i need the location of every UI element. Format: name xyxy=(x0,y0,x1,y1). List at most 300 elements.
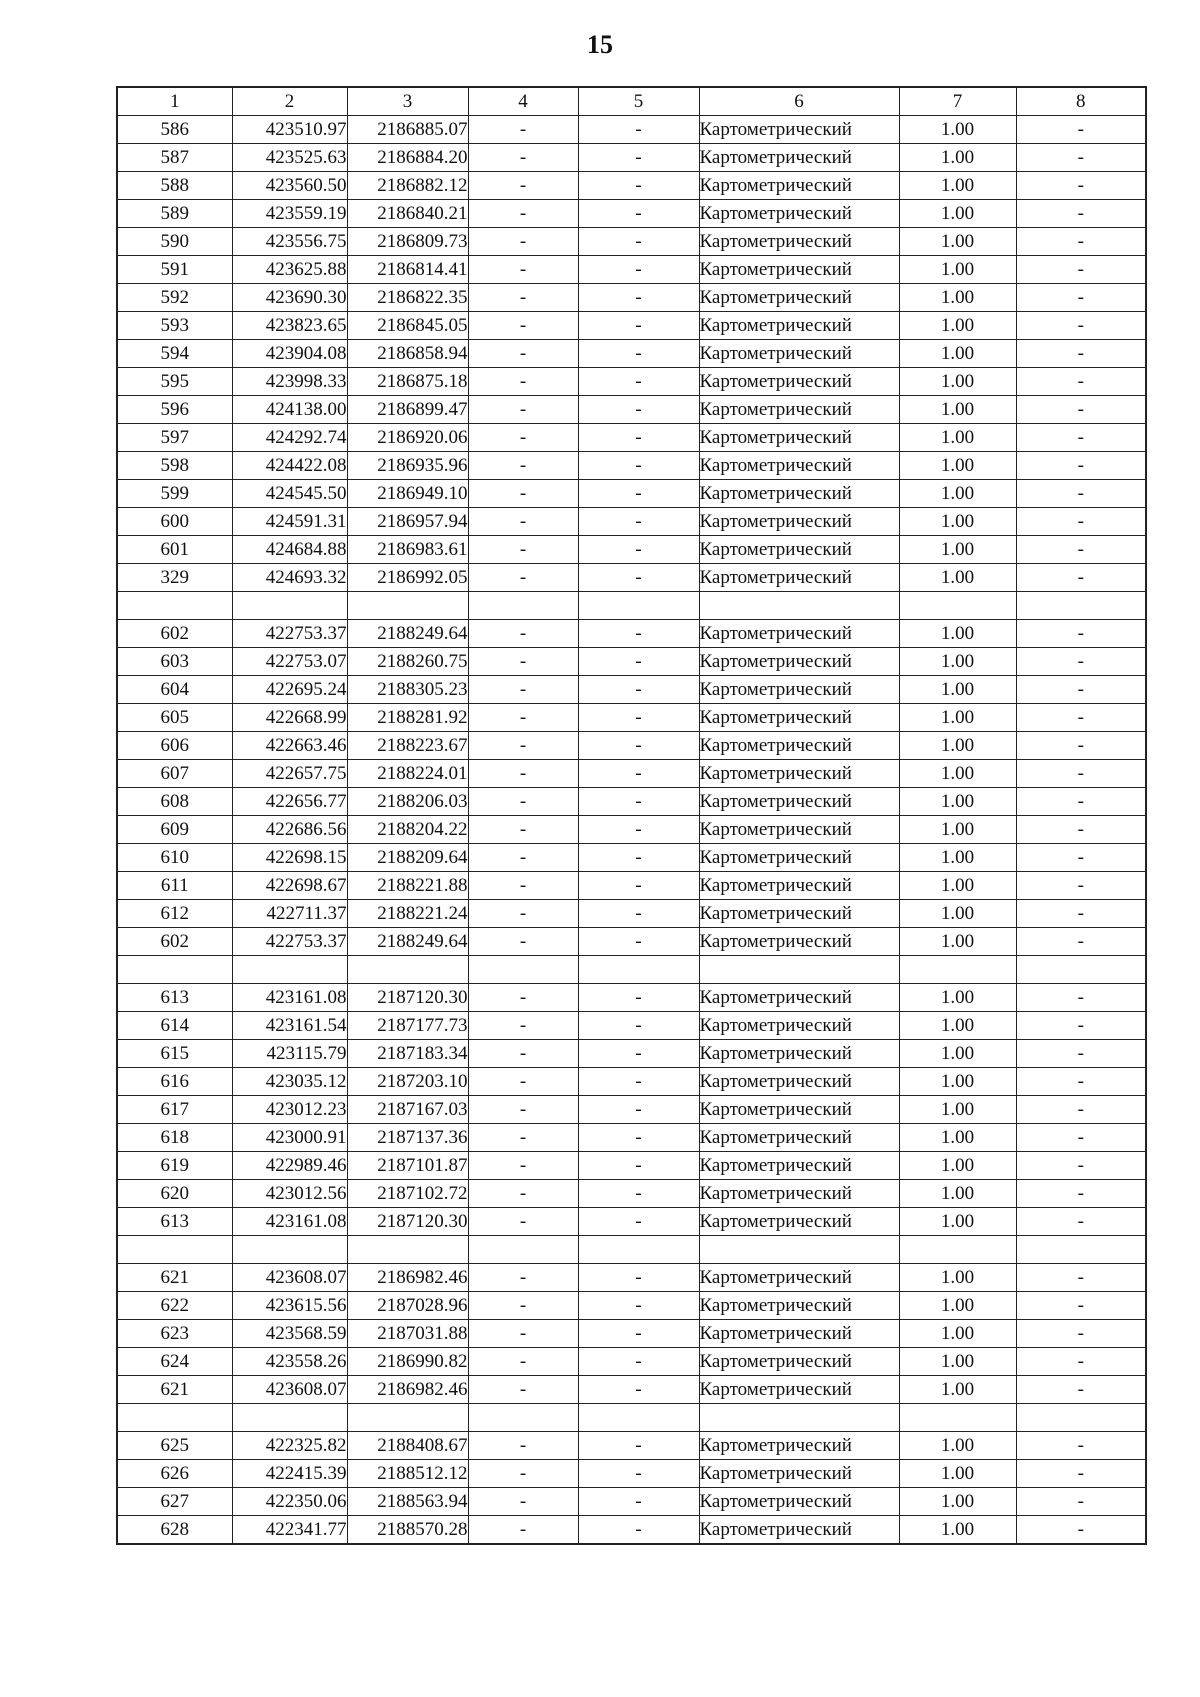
empty-cell xyxy=(347,956,468,984)
point-number: 627 xyxy=(117,1488,232,1516)
accuracy: 1.00 xyxy=(899,480,1016,508)
point-number: 592 xyxy=(117,284,232,312)
coordinate-y: 2187120.30 xyxy=(347,984,468,1012)
point-number: 590 xyxy=(117,228,232,256)
method: Картометрический xyxy=(699,1432,899,1460)
coordinate-x: 423115.79 xyxy=(232,1040,347,1068)
col-8-value: - xyxy=(1016,508,1146,536)
col-5-value: - xyxy=(578,704,699,732)
column-header: 7 xyxy=(899,87,1016,116)
point-number: 624 xyxy=(117,1348,232,1376)
col-8-value: - xyxy=(1016,1040,1146,1068)
coordinate-y: 2188570.28 xyxy=(347,1516,468,1545)
coordinate-y: 2188563.94 xyxy=(347,1488,468,1516)
table-separator-row xyxy=(117,592,1146,620)
col-4-value: - xyxy=(468,1012,578,1040)
col-4-value: - xyxy=(468,676,578,704)
col-4-value: - xyxy=(468,844,578,872)
col-4-value: - xyxy=(468,424,578,452)
col-5-value: - xyxy=(578,200,699,228)
table-row xyxy=(117,452,1146,480)
point-number: 615 xyxy=(117,1040,232,1068)
method: Картометрический xyxy=(699,1124,899,1152)
col-5-value: - xyxy=(578,1152,699,1180)
col-4-value: - xyxy=(468,1292,578,1320)
column-header: 5 xyxy=(578,87,699,116)
coordinate-x: 423012.23 xyxy=(232,1096,347,1124)
point-number: 594 xyxy=(117,340,232,368)
empty-cell xyxy=(699,592,899,620)
coordinate-y: 2187137.36 xyxy=(347,1124,468,1152)
accuracy: 1.00 xyxy=(899,508,1016,536)
method: Картометрический xyxy=(699,676,899,704)
col-5-value: - xyxy=(578,872,699,900)
method: Картометрический xyxy=(699,508,899,536)
col-8-value: - xyxy=(1016,1376,1146,1404)
empty-cell xyxy=(468,1404,578,1432)
col-5-value: - xyxy=(578,844,699,872)
accuracy: 1.00 xyxy=(899,1096,1016,1124)
col-4-value: - xyxy=(468,1264,578,1292)
coordinate-y: 2186845.05 xyxy=(347,312,468,340)
col-8-value: - xyxy=(1016,872,1146,900)
col-4-value: - xyxy=(468,1180,578,1208)
coordinate-y: 2188223.67 xyxy=(347,732,468,760)
accuracy: 1.00 xyxy=(899,1516,1016,1545)
method: Картометрический xyxy=(699,620,899,648)
col-5-value: - xyxy=(578,564,699,592)
table-row xyxy=(117,900,1146,928)
coordinate-y: 2187031.88 xyxy=(347,1320,468,1348)
col-5-value: - xyxy=(578,760,699,788)
coordinate-x: 423690.30 xyxy=(232,284,347,312)
coordinate-x: 422686.56 xyxy=(232,816,347,844)
accuracy: 1.00 xyxy=(899,816,1016,844)
accuracy: 1.00 xyxy=(899,620,1016,648)
accuracy: 1.00 xyxy=(899,648,1016,676)
accuracy: 1.00 xyxy=(899,1152,1016,1180)
method: Картометрический xyxy=(699,172,899,200)
accuracy: 1.00 xyxy=(899,1264,1016,1292)
method: Картометрический xyxy=(699,1460,899,1488)
point-number: 600 xyxy=(117,508,232,536)
table-row xyxy=(117,788,1146,816)
col-4-value: - xyxy=(468,508,578,536)
table-row xyxy=(117,1152,1146,1180)
empty-cell xyxy=(232,592,347,620)
col-5-value: - xyxy=(578,1320,699,1348)
col-5-value: - xyxy=(578,256,699,284)
coordinate-y: 2188206.03 xyxy=(347,788,468,816)
coordinate-x: 423161.54 xyxy=(232,1012,347,1040)
table-row xyxy=(117,676,1146,704)
coordinate-x: 423608.07 xyxy=(232,1264,347,1292)
coordinate-x: 423510.97 xyxy=(232,116,347,144)
coordinate-y: 2187120.30 xyxy=(347,1208,468,1236)
col-5-value: - xyxy=(578,312,699,340)
col-5-value: - xyxy=(578,1516,699,1545)
col-8-value: - xyxy=(1016,228,1146,256)
coordinate-x: 424591.31 xyxy=(232,508,347,536)
coordinate-y: 2188408.67 xyxy=(347,1432,468,1460)
col-4-value: - xyxy=(468,760,578,788)
empty-cell xyxy=(1016,956,1146,984)
col-4-value: - xyxy=(468,452,578,480)
table-separator-row xyxy=(117,1404,1146,1432)
col-5-value: - xyxy=(578,340,699,368)
coordinate-y: 2188512.12 xyxy=(347,1460,468,1488)
method: Картометрический xyxy=(699,1040,899,1068)
coordinate-y: 2187177.73 xyxy=(347,1012,468,1040)
coordinate-y: 2186983.61 xyxy=(347,536,468,564)
empty-cell xyxy=(347,1236,468,1264)
col-4-value: - xyxy=(468,732,578,760)
coordinate-x: 422668.99 xyxy=(232,704,347,732)
accuracy: 1.00 xyxy=(899,1320,1016,1348)
table-row xyxy=(117,200,1146,228)
table-row xyxy=(117,564,1146,592)
coordinate-x: 423559.19 xyxy=(232,200,347,228)
method: Картометрический xyxy=(699,760,899,788)
col-5-value: - xyxy=(578,508,699,536)
empty-cell xyxy=(232,1404,347,1432)
col-4-value: - xyxy=(468,1152,578,1180)
col-5-value: - xyxy=(578,480,699,508)
point-number: 611 xyxy=(117,872,232,900)
method: Картометрический xyxy=(699,368,899,396)
method: Картометрический xyxy=(699,480,899,508)
point-number: 613 xyxy=(117,984,232,1012)
point-number: 623 xyxy=(117,1320,232,1348)
coordinate-x: 423904.08 xyxy=(232,340,347,368)
col-4-value: - xyxy=(468,116,578,144)
accuracy: 1.00 xyxy=(899,844,1016,872)
coordinate-y: 2187101.87 xyxy=(347,1152,468,1180)
point-number: 618 xyxy=(117,1124,232,1152)
empty-cell xyxy=(578,1236,699,1264)
point-number: 604 xyxy=(117,676,232,704)
col-4-value: - xyxy=(468,1320,578,1348)
col-4-value: - xyxy=(468,1096,578,1124)
col-5-value: - xyxy=(578,1208,699,1236)
table-row xyxy=(117,928,1146,956)
method: Картометрический xyxy=(699,1348,899,1376)
table-body xyxy=(117,87,1146,1544)
table-row xyxy=(117,1320,1146,1348)
coordinate-y: 2187102.72 xyxy=(347,1180,468,1208)
coordinate-y: 2186899.47 xyxy=(347,396,468,424)
col-8-value: - xyxy=(1016,536,1146,564)
col-5-value: - xyxy=(578,144,699,172)
point-number: 609 xyxy=(117,816,232,844)
accuracy: 1.00 xyxy=(899,424,1016,452)
table-row xyxy=(117,844,1146,872)
col-8-value: - xyxy=(1016,256,1146,284)
method: Картометрический xyxy=(699,284,899,312)
coordinate-x: 423568.59 xyxy=(232,1320,347,1348)
accuracy: 1.00 xyxy=(899,1012,1016,1040)
accuracy: 1.00 xyxy=(899,200,1016,228)
table-row xyxy=(117,1180,1146,1208)
table-row xyxy=(117,1516,1146,1545)
method: Картометрический xyxy=(699,1012,899,1040)
accuracy: 1.00 xyxy=(899,760,1016,788)
col-4-value: - xyxy=(468,228,578,256)
accuracy: 1.00 xyxy=(899,116,1016,144)
col-8-value: - xyxy=(1016,1124,1146,1152)
col-8-value: - xyxy=(1016,620,1146,648)
col-4-value: - xyxy=(468,200,578,228)
table-row xyxy=(117,1292,1146,1320)
col-5-value: - xyxy=(578,1180,699,1208)
coordinate-y: 2186885.07 xyxy=(347,116,468,144)
point-number: 602 xyxy=(117,928,232,956)
col-4-value: - xyxy=(468,928,578,956)
empty-cell xyxy=(232,956,347,984)
coordinate-y: 2187167.03 xyxy=(347,1096,468,1124)
accuracy: 1.00 xyxy=(899,1488,1016,1516)
coordinate-y: 2186822.35 xyxy=(347,284,468,312)
table-header-row xyxy=(117,87,1146,116)
empty-cell xyxy=(899,1236,1016,1264)
accuracy: 1.00 xyxy=(899,172,1016,200)
method: Картометрический xyxy=(699,116,899,144)
col-5-value: - xyxy=(578,228,699,256)
table-row xyxy=(117,480,1146,508)
col-8-value: - xyxy=(1016,284,1146,312)
col-8-value: - xyxy=(1016,844,1146,872)
coordinate-x: 424422.08 xyxy=(232,452,347,480)
col-8-value: - xyxy=(1016,648,1146,676)
table-row xyxy=(117,704,1146,732)
coordinate-y: 2188281.92 xyxy=(347,704,468,732)
point-number: 329 xyxy=(117,564,232,592)
method: Картометрический xyxy=(699,816,899,844)
method: Картометрический xyxy=(699,340,899,368)
coordinate-x: 422695.24 xyxy=(232,676,347,704)
col-5-value: - xyxy=(578,368,699,396)
empty-cell xyxy=(899,956,1016,984)
coordinate-y: 2186935.96 xyxy=(347,452,468,480)
col-8-value: - xyxy=(1016,1432,1146,1460)
col-4-value: - xyxy=(468,872,578,900)
coordinate-x: 422698.15 xyxy=(232,844,347,872)
table-row xyxy=(117,116,1146,144)
table-row xyxy=(117,1460,1146,1488)
column-header: 3 xyxy=(347,87,468,116)
accuracy: 1.00 xyxy=(899,1208,1016,1236)
accuracy: 1.00 xyxy=(899,228,1016,256)
accuracy: 1.00 xyxy=(899,1180,1016,1208)
col-8-value: - xyxy=(1016,368,1146,396)
col-5-value: - xyxy=(578,1348,699,1376)
col-8-value: - xyxy=(1016,312,1146,340)
col-4-value: - xyxy=(468,256,578,284)
col-4-value: - xyxy=(468,284,578,312)
col-4-value: - xyxy=(468,144,578,172)
col-4-value: - xyxy=(468,900,578,928)
coordinate-x: 422753.37 xyxy=(232,620,347,648)
table-row xyxy=(117,368,1146,396)
col-4-value: - xyxy=(468,984,578,1012)
coordinate-y: 2188221.24 xyxy=(347,900,468,928)
point-number: 608 xyxy=(117,788,232,816)
point-number: 605 xyxy=(117,704,232,732)
col-5-value: - xyxy=(578,424,699,452)
point-number: 587 xyxy=(117,144,232,172)
accuracy: 1.00 xyxy=(899,1040,1016,1068)
col-5-value: - xyxy=(578,732,699,760)
col-8-value: - xyxy=(1016,116,1146,144)
col-8-value: - xyxy=(1016,200,1146,228)
empty-cell xyxy=(232,1236,347,1264)
accuracy: 1.00 xyxy=(899,256,1016,284)
col-4-value: - xyxy=(468,1124,578,1152)
method: Картометрический xyxy=(699,1096,899,1124)
point-number: 626 xyxy=(117,1460,232,1488)
coordinate-y: 2188249.64 xyxy=(347,620,468,648)
accuracy: 1.00 xyxy=(899,676,1016,704)
column-header: 4 xyxy=(468,87,578,116)
accuracy: 1.00 xyxy=(899,536,1016,564)
method: Картометрический xyxy=(699,200,899,228)
table-row xyxy=(117,1488,1146,1516)
col-4-value: - xyxy=(468,1068,578,1096)
col-5-value: - xyxy=(578,1376,699,1404)
col-4-value: - xyxy=(468,620,578,648)
coordinate-x: 423608.07 xyxy=(232,1376,347,1404)
method: Картометрический xyxy=(699,1320,899,1348)
coordinate-x: 423625.88 xyxy=(232,256,347,284)
method: Картометрический xyxy=(699,564,899,592)
coordinate-x: 422325.82 xyxy=(232,1432,347,1460)
col-8-value: - xyxy=(1016,676,1146,704)
accuracy: 1.00 xyxy=(899,340,1016,368)
col-8-value: - xyxy=(1016,1096,1146,1124)
col-8-value: - xyxy=(1016,340,1146,368)
col-8-value: - xyxy=(1016,816,1146,844)
method: Картометрический xyxy=(699,452,899,480)
table-row xyxy=(117,312,1146,340)
col-5-value: - xyxy=(578,536,699,564)
method: Картометрический xyxy=(699,1488,899,1516)
col-4-value: - xyxy=(468,368,578,396)
accuracy: 1.00 xyxy=(899,732,1016,760)
coordinate-y: 2186858.94 xyxy=(347,340,468,368)
point-number: 628 xyxy=(117,1516,232,1545)
table-row xyxy=(117,536,1146,564)
col-8-value: - xyxy=(1016,704,1146,732)
point-number: 613 xyxy=(117,1208,232,1236)
col-4-value: - xyxy=(468,1348,578,1376)
coordinate-y: 2186982.46 xyxy=(347,1376,468,1404)
table-row xyxy=(117,340,1146,368)
accuracy: 1.00 xyxy=(899,1068,1016,1096)
empty-cell xyxy=(117,592,232,620)
col-4-value: - xyxy=(468,1376,578,1404)
method: Картометрический xyxy=(699,1292,899,1320)
accuracy: 1.00 xyxy=(899,704,1016,732)
coordinate-x: 423525.63 xyxy=(232,144,347,172)
col-5-value: - xyxy=(578,172,699,200)
table-row xyxy=(117,620,1146,648)
table-row xyxy=(117,984,1146,1012)
col-8-value: - xyxy=(1016,172,1146,200)
col-5-value: - xyxy=(578,984,699,1012)
point-number: 606 xyxy=(117,732,232,760)
col-8-value: - xyxy=(1016,1292,1146,1320)
col-8-value: - xyxy=(1016,480,1146,508)
col-4-value: - xyxy=(468,564,578,592)
method: Картометрический xyxy=(699,1208,899,1236)
coordinate-y: 2186949.10 xyxy=(347,480,468,508)
method: Картометрический xyxy=(699,1376,899,1404)
accuracy: 1.00 xyxy=(899,368,1016,396)
coordinate-y: 2188224.01 xyxy=(347,760,468,788)
empty-cell xyxy=(699,1236,899,1264)
col-5-value: - xyxy=(578,284,699,312)
col-4-value: - xyxy=(468,172,578,200)
col-8-value: - xyxy=(1016,1152,1146,1180)
coordinate-y: 2186875.18 xyxy=(347,368,468,396)
empty-cell xyxy=(117,1236,232,1264)
col-8-value: - xyxy=(1016,424,1146,452)
col-4-value: - xyxy=(468,312,578,340)
coordinate-y: 2188305.23 xyxy=(347,676,468,704)
col-5-value: - xyxy=(578,620,699,648)
empty-cell xyxy=(117,1404,232,1432)
method: Картометрический xyxy=(699,928,899,956)
method: Картометрический xyxy=(699,256,899,284)
method: Картометрический xyxy=(699,536,899,564)
col-4-value: - xyxy=(468,536,578,564)
col-4-value: - xyxy=(468,788,578,816)
accuracy: 1.00 xyxy=(899,788,1016,816)
point-number: 616 xyxy=(117,1068,232,1096)
table-row xyxy=(117,172,1146,200)
col-5-value: - xyxy=(578,788,699,816)
accuracy: 1.00 xyxy=(899,144,1016,172)
accuracy: 1.00 xyxy=(899,1460,1016,1488)
point-number: 598 xyxy=(117,452,232,480)
point-number: 595 xyxy=(117,368,232,396)
col-5-value: - xyxy=(578,396,699,424)
empty-cell xyxy=(578,956,699,984)
accuracy: 1.00 xyxy=(899,312,1016,340)
coordinate-y: 2188260.75 xyxy=(347,648,468,676)
point-number: 593 xyxy=(117,312,232,340)
table-row xyxy=(117,144,1146,172)
accuracy: 1.00 xyxy=(899,396,1016,424)
column-header: 2 xyxy=(232,87,347,116)
empty-cell xyxy=(1016,1236,1146,1264)
col-5-value: - xyxy=(578,116,699,144)
accuracy: 1.00 xyxy=(899,1348,1016,1376)
table-row xyxy=(117,256,1146,284)
table-row xyxy=(117,396,1146,424)
coordinate-x: 423161.08 xyxy=(232,1208,347,1236)
method: Картометрический xyxy=(699,1264,899,1292)
col-8-value: - xyxy=(1016,928,1146,956)
point-number: 621 xyxy=(117,1376,232,1404)
coordinate-x: 422415.39 xyxy=(232,1460,347,1488)
method: Картометрический xyxy=(699,1516,899,1545)
coordinate-x: 423615.56 xyxy=(232,1292,347,1320)
table-row xyxy=(117,760,1146,788)
point-number: 621 xyxy=(117,1264,232,1292)
empty-cell xyxy=(578,592,699,620)
col-8-value: - xyxy=(1016,1012,1146,1040)
